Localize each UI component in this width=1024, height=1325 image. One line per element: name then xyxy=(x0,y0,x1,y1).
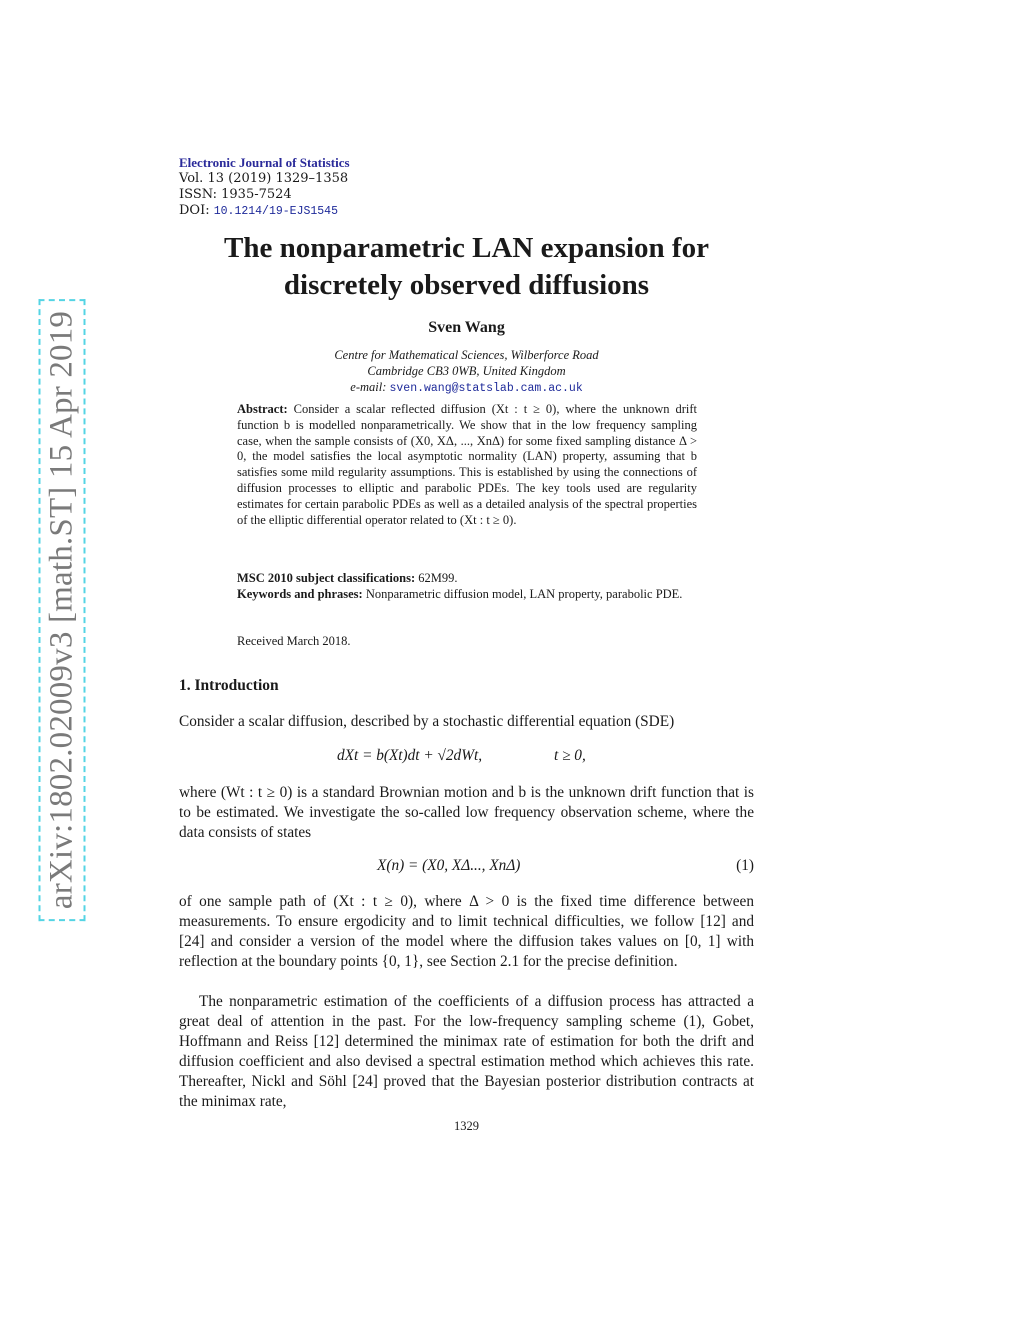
page-number: 1329 xyxy=(454,1119,479,1133)
journal-issn: ISSN: 1935-7524 xyxy=(179,187,292,202)
email-label: e-mail: xyxy=(350,380,387,394)
equation-sde-condition: t ≥ 0, xyxy=(554,747,586,764)
msc-label: MSC 2010 subject classifications: xyxy=(237,571,416,585)
classifications xyxy=(237,571,697,603)
author-name: Sven Wang xyxy=(428,319,505,336)
affiliation-line-2: Cambridge CB3 0WB, United Kingdom xyxy=(367,364,566,378)
doi-link[interactable]: 10.1214/19-EJS1545 xyxy=(213,205,338,218)
title-line-2: discretely observed diffusions xyxy=(283,269,650,301)
journal-doi xyxy=(179,203,350,220)
title-line-1: The nonparametric LAN expansion for xyxy=(224,232,709,264)
received-date: Received March 2018. xyxy=(237,634,351,648)
equation-observations-body: X(n) = (X0, XΔ..., XnΔ) xyxy=(377,857,521,874)
paragraph-2: where (Wt : t ≥ 0) is a standard Brownian motion and b is the unknown drift function that is to be estimated. We investigate the so-called low frequency observation scheme, where the data consists of states xyxy=(179,784,754,841)
doi-label: DOI: xyxy=(179,203,210,218)
paragraph-3: of one sample path of (Xt : t ≥ 0), where Δ > 0 is the fixed time difference between measurements. To ensure ergodicity and to limit technical difficulties, we follow [12] and [24] and consider a version of the model where the diffusion takes values on [0, 1] with reflection at the boundary points {0, 1}, see Section 2.1 for the precise definition. xyxy=(179,893,754,970)
affiliation-line-1: Centre for Mathematical Sciences, Wilberforce Road xyxy=(334,348,599,362)
equation-number: (1) xyxy=(736,857,754,874)
paragraph-1: Consider a scalar diffusion, described by a stochastic differential equation (SDE) xyxy=(179,713,675,730)
keywords-value: Nonparametric diffusion model, LAN property, parabolic PDE. xyxy=(365,586,683,601)
email-row xyxy=(179,379,754,397)
arxiv-side-stamp[interactable]: arXiv:1802.02009v3 [math.ST] 15 Apr 2019 xyxy=(39,299,86,921)
paragraph-4: The nonparametric estimation of the coefficients of a diffusion process has attracted a great deal of attention in the past. For the low-frequency sampling scheme (1), Gobet, Hoffmann and Reiss [12] determined the minimax rate of estimation for both the drift and diffusion coefficient and also devised a spectral estimation method which achieves this rate. Thereafter, Nickl and Söhl [24] proved that the Bayesian posterior distribution contracts at the minimax rate, xyxy=(179,993,754,1110)
abstract-text: Consider a scalar reflected diffusion (Xt : t ≥ 0), where the unknown drift function b is modelled nonparametrically. We show that in the low frequency sampling case, when the sample consists of (X0, XΔ, ..., XnΔ) for some fixed sampling distance Δ > 0, the model satisfies the local asymptotic normality (LAN) property, assuming that b satisfies some mild regularity assumptions. This is established by using the connections of diffusion processes to elliptic and parabolic PDEs. The key tools used are regularity estimates for certain parabolic PDEs as well as a detailed analysis of the spectral properties of the elliptic differential operator related to (Xt : t ≥ 0). xyxy=(237,402,698,527)
journal-name[interactable]: Electronic Journal of Statistics xyxy=(179,155,350,170)
equation-sde-body: dXt = b(Xt)dt + √2dWt, xyxy=(337,747,483,764)
abstract-label: Abstract: xyxy=(237,402,288,416)
paper-title xyxy=(179,230,754,304)
keywords-label: Keywords and phrases: xyxy=(237,586,363,601)
abstract xyxy=(237,402,697,528)
affiliation xyxy=(179,347,754,397)
msc-row xyxy=(237,571,697,587)
section-heading: 1. Introduction xyxy=(179,677,279,694)
keywords-row xyxy=(237,587,697,603)
journal-volume: Vol. 13 (2019) 1329–1358 xyxy=(179,171,349,186)
email-link[interactable]: sven.wang@statslab.cam.ac.uk xyxy=(389,382,583,395)
msc-value: 62M99. xyxy=(418,571,458,585)
journal-header xyxy=(179,155,350,220)
